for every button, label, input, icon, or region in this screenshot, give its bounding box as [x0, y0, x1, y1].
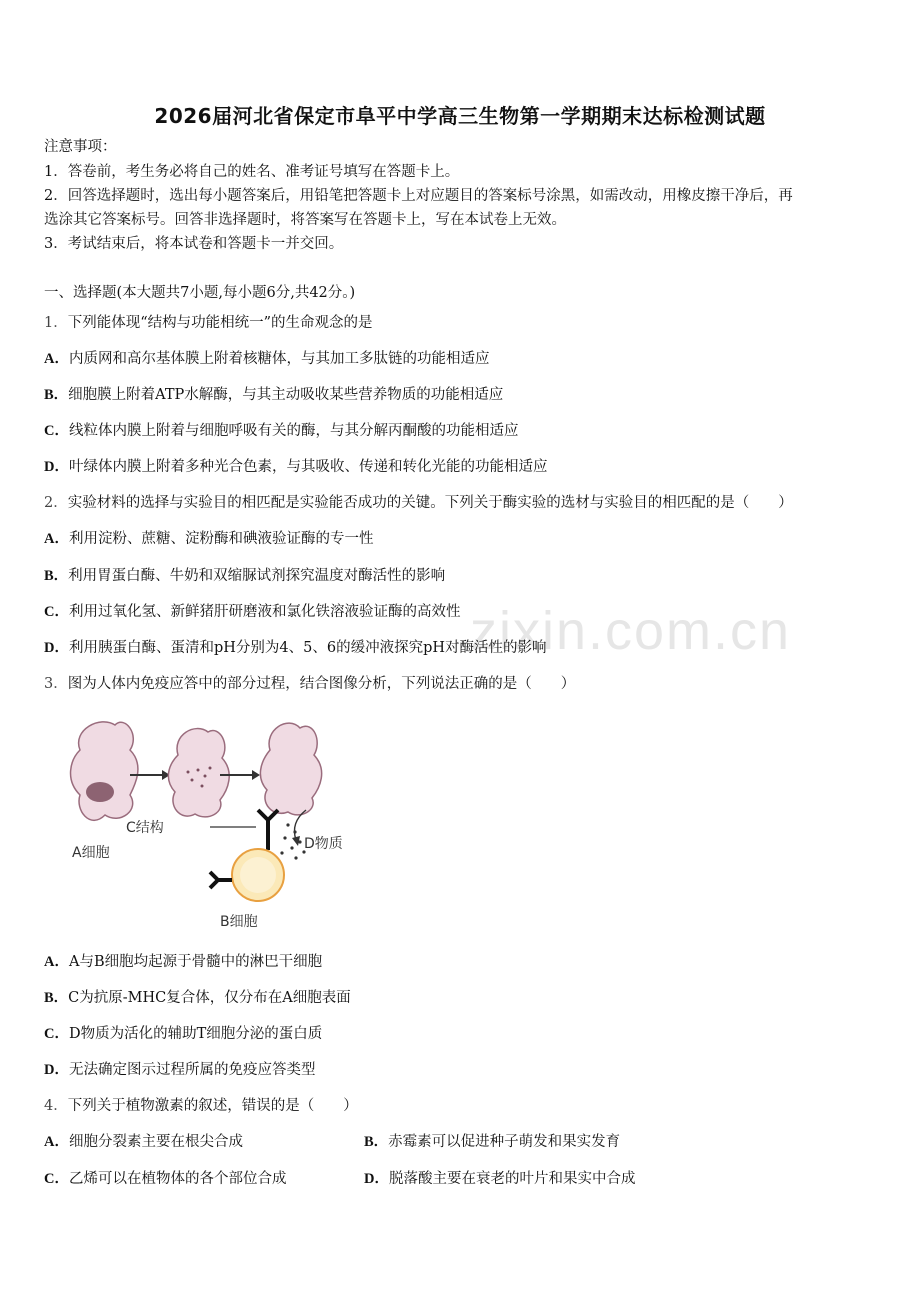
a-cell-drawing — [71, 722, 138, 820]
question-2-option-d: D．利用胰蛋白酶、蛋清和pH分别为4、5、6的缓冲液探究pH对酶活性的影响 — [44, 640, 547, 656]
question-4-option-d: D．脱落酸主要在衰老的叶片和果实中合成 — [364, 1171, 636, 1187]
presenting-cell-drawing — [260, 723, 321, 815]
question-1-option-d: D．叶绿体内膜上附着多种光合色素，与其吸收、传递和转化光能的功能相适应 — [44, 459, 548, 475]
label-c-structure: C结构 — [126, 820, 164, 836]
question-3-option-d: D．无法确定图示过程所属的免疫应答类型 — [44, 1062, 316, 1078]
watermark: zixin.com.cn — [470, 601, 792, 661]
question-text: 图为人体内免疫应答中的部分过程，结合图像分析，下列说法正确的是（ ） — [67, 676, 576, 692]
question-text: 下列能体现“结构与功能相统一”的生命观念的是 — [67, 315, 373, 331]
immune-response-figure — [60, 710, 380, 940]
label-b-cell: B细胞 — [220, 914, 258, 930]
question-text: 实验材料的选择与实验目的相匹配是实验能否成功的关键。下列关于酶实验的选材与实验目的相匹配的是（ ） — [67, 495, 793, 511]
notes-heading: 注意事项： — [44, 139, 117, 155]
arrow-head-icon — [292, 836, 300, 846]
note-item: 3．考试结束后，将本试卷和答题卡一并交回。 — [44, 236, 344, 252]
question-2-option-b: B．利用胃蛋白酶、牛奶和双缩脲试剂探究温度对酶活性的影响 — [44, 568, 446, 584]
question-3-option-c: C．D物质为活化的辅助T细胞分泌的蛋白质 — [44, 1026, 323, 1042]
question-2-stem — [44, 493, 793, 513]
note-item: 2．回答选择题时，选出每小题答案后，用铅笔把答题卡上对应题目的答案标号涂黑，如需改动，用橡皮擦干净后，再 — [44, 188, 793, 204]
question-1-option-c: C．线粒体内膜上附着与细胞呼吸有关的酶，与其分解丙酮酸的功能相适应 — [44, 423, 519, 439]
question-2-option-a: A．利用淀粉、蔗糖、淀粉酶和碘液验证酶的专一性 — [44, 531, 374, 547]
question-1-stem — [44, 313, 373, 333]
question-2-option-c: C．利用过氧化氢、新鲜猪肝研磨液和氯化铁溶液验证酶的高效性 — [44, 604, 461, 620]
section-heading: 一、选择题(本大题共7小题,每小题6分,共42分。) — [44, 285, 356, 301]
b-cell-drawing — [210, 849, 284, 901]
question-1-option-a: A．内质网和高尔基体膜上附着核糖体，与其加工多肽链的功能相适应 — [44, 351, 490, 367]
question-4-option-a: A．细胞分裂素主要在根尖合成 — [44, 1134, 243, 1150]
question-text: 下列关于植物激素的叙述，错误的是（ ） — [67, 1098, 358, 1114]
question-number: 4． — [44, 1098, 68, 1114]
note-item: 1．答卷前，考生务必将自己的姓名、准考证号填写在答题卡上。 — [44, 164, 460, 180]
question-4-stem — [44, 1096, 358, 1116]
note-item: 选涂其它答案标号。回答非选择题时，将答案写在答题卡上，写在本试卷上无效。 — [44, 212, 566, 228]
question-4-option-b: B．赤霉素可以促进种子萌发和果实发育 — [364, 1134, 621, 1150]
question-3-option-b: B．C为抗原-MHC复合体，仅分布在A细胞表面 — [44, 990, 351, 1006]
question-number: 2． — [44, 495, 68, 511]
question-4-option-c: C．乙烯可以在植物体的各个部位合成 — [44, 1171, 287, 1187]
label-d-substance: D物质 — [304, 836, 343, 852]
question-number: 3． — [44, 676, 68, 692]
middle-cell-drawing — [168, 729, 229, 817]
c-structure-receptor — [258, 810, 278, 850]
label-a-cell: A细胞 — [72, 845, 110, 861]
page-title: 2026届河北省保定市阜平中学高三生物第一学期期末达标检测试题 — [154, 104, 766, 128]
question-number: 1． — [44, 315, 68, 331]
question-3-stem — [44, 674, 575, 694]
question-3-option-a: A．A与B细胞均起源于骨髓中的淋巴干细胞 — [44, 954, 323, 970]
d-substance-dots — [280, 823, 305, 859]
question-1-option-b: B．细胞膜上附着ATP水解酶，与其主动吸收某些营养物质的功能相适应 — [44, 387, 504, 403]
